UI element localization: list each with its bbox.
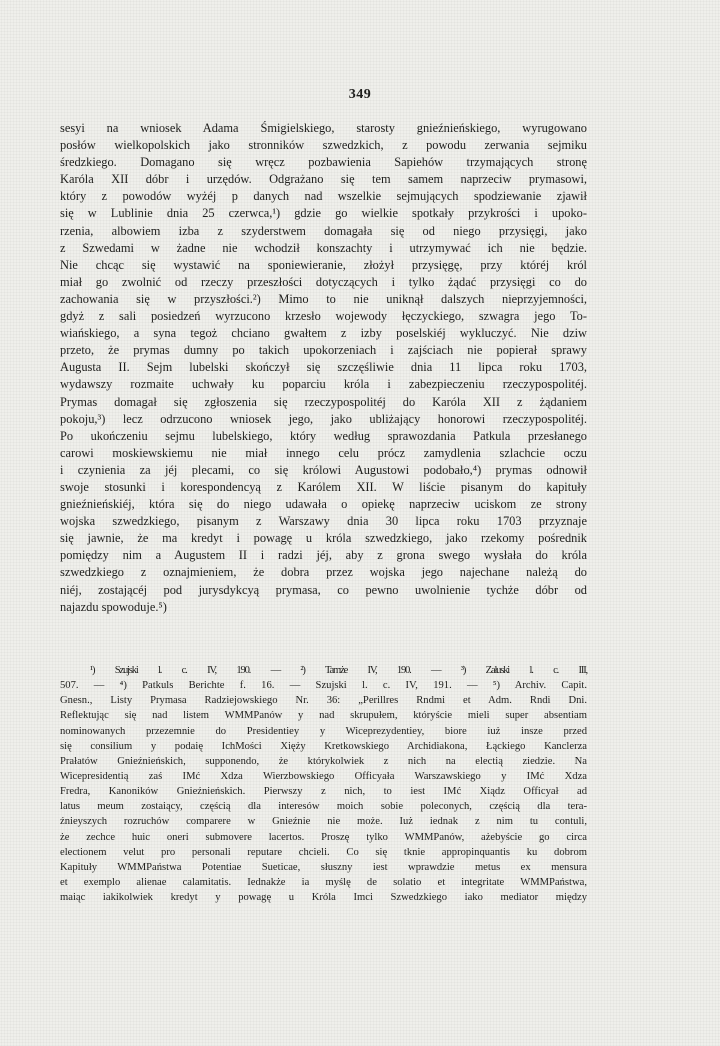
text-line: szwedzkiego z oznajmieniem, że dobra przez wojska jego najechane należą do [60, 565, 587, 580]
text-line: pokoju,³) lecz odrzucono wniosek jego, jako ubliżający honorowi rzeczypospolitéj. [60, 411, 587, 426]
text-line: carowi moskiewskiemu nie miał innego celu prócz zamydlenia szlachcie oczu [60, 445, 587, 460]
text-line: się jawnie, że ma kredyt i powagę u króla szwedzkiego, jako rzekomy pośrednik [60, 531, 587, 546]
footnote-line: electionem velut pro personali reputare chcieli. Co się tknie appropinquantis ku dobrom [60, 846, 587, 858]
text-line: Po ukończeniu sejmu lubelskiego, który według sprawozdania Patkula przesłanego [60, 428, 587, 443]
text-line: Nie chcąc się wystawić na sponiewieranie, złożył przysięgę, przy któréj król [60, 257, 587, 272]
text-line: gdyż z sali posiedzeń wyrzucono krzesło wojewody łęczyckiego, szwagra jego To- [60, 309, 587, 324]
text-line: swoje stosunki i korespondencyą z Karólem XII. W liście pisanym do kapituły [60, 479, 587, 494]
footnote-line: że zechce huic oneri submovere lacertos. Proszę tylko WMMPanów, ażebyście go circa [60, 831, 587, 843]
text-line: gnieźnieńskiéj, która się do niego udawała o opiekę naprzeciw uciskom ze strony [60, 497, 587, 512]
footnote-line: nominowanych przezemnie do Presidentiey y Wiceprezydentiey, biore iuż insze przed [60, 725, 587, 737]
text-line: zachowania się w przyszłości.²) Mimo to nie uniknął dalszych nieprzyjemności, [60, 291, 587, 306]
footnote-line: maiąc iakikolwiek kredyt y powagę u Króla Imci Szwedzkiego iako mediator między [60, 892, 587, 904]
footnote-line: Kapituły WMMPaństwa Potentiae Sueticae, słuszny iest wprawdzie metus ex mensura [60, 861, 587, 873]
text-line: Prymas domagał się zgłoszenia się rzeczypospolitéj do Karóla XII z żądaniem [60, 394, 587, 409]
footnote-line: źnieyszych rozruchów comparere w Gnieźnie nie może. Iuż iednak z nim tu contuli, [60, 816, 587, 828]
footnote-line: ¹) Szujski l. c. IV, 190. — ²) Tamże IV, 190. — ³) Załuski l. c. III, [90, 665, 587, 676]
footnote-line: Wicepresidentią zaś IMć Xdza Wierzbowskiego Officyała Warszawskiego y IMć Xdza [60, 770, 587, 782]
text-line: średzkiego. Domagano się wręcz pozbawienia Sapiehów trzymających stronę [60, 155, 587, 170]
text-line: rzenia, albowiem izba z szyderstwem domagała się od niego przysięgi, jako [60, 223, 587, 238]
footnote-line: latus meum zostaiący, częścią dla interesów moich sobie poleconych, częścią dla tera- [60, 801, 587, 813]
text-line: wydawszy rozmaite uchwały ku poparciu króla i zabezpieczeniu rzeczypospolitéj. [60, 377, 587, 392]
text-line: Karóla XII dóbr i urzędów. Odgrażano się tem samem naprzeciw prymasowi, [60, 172, 587, 187]
text-line: miał go zwolnić od rzeczy przeszłości dotyczących i tylko żądać przysięgi co do [60, 274, 587, 289]
text-line: z Szwedami w żadne nie wchodził konszachty i utrzymywać ich nie będzie. [60, 240, 587, 255]
main-text [60, 120, 587, 616]
text-line: przeto, że prymas dumny po takich upokorzeniach i zajściach nie popierał sprawy [60, 343, 587, 358]
text-line: sesyi na wniosek Adama Śmigielskiego, starosty gnieźnieńskiego, wyrugowano [60, 121, 587, 135]
text-line: pomiędzy nim a Augustem II i radzi jéj, aby z grona swego wysłała do króla [60, 548, 587, 563]
text-line: i czynienia za jéj plecami, co się królowi Augustowi podobało,⁴) prymas odnowił [60, 462, 587, 477]
text-line: najazdu spowoduje.⁵) [60, 599, 167, 614]
text-line: posłów wielkopolskich jako stronników szwedzkich, z powodu zerwania sejmiku [60, 138, 587, 153]
text-line: niéj, zostającéj pod jurysdykcyą prymasa, co pewno uwolnienie tychże dóbr od [60, 582, 587, 597]
footnote-line: Reflektując się nad listem WMMPanów y nad skrupułem, któryście mieli super absentiam [60, 710, 587, 722]
page-number: 349 [348, 87, 372, 102]
footnote-line: Gnesn., Listy Prymasa Radziejowskiego Nr. 36: „Perillres Rndmi et Adm. Rndi Dni. [60, 695, 587, 707]
footnote-line: Prałatów Gnieźnieńskich, supponendo, że którykolwiek z nich na electią ziedzie. Na [60, 755, 587, 767]
text-line: wojska szwedzkiego, pisanym z Warszawy dnia 30 lipca roku 1703 przyznaje [60, 514, 587, 529]
text-line: który z powodów wyżéj p danych nad wszelkie sejmujących spodziewanie zjawił [60, 189, 587, 204]
footnote-line: Fredra, Kanoników Gnieźnieńskich. Pierwszy z nich, to iest IMć Xiądz Officyał ad [60, 786, 587, 798]
text-line: Augusta II. Sejm lubelski skończył się szczęśliwie dnia 11 lipca roku 1703, [60, 360, 587, 375]
footnote-line: 507. — ⁴) Patkuls Berichte f. 16. — Szujski l. c. IV, 191. — ⁵) Archiv. Capit. [60, 680, 587, 692]
footnote-line: et exemplo alienae calamitatis. Iednakże ia myślę de solatio et integritate WMMPaństwa, [60, 876, 587, 888]
footnotes [60, 663, 587, 905]
text-line: się w Lublinie dnia 25 czerwca,¹) gdzie go wielkie spotkały przykrości i upoko- [60, 206, 587, 221]
text-line: wiańskiego, a syna tegoż chciano gwałtem z izby poselskiéj wykluczyć. Nie dziw [60, 326, 587, 341]
footnote-line: się consilium y podaię IchMości Xięży Kretkowskiego Archidiakona, Łąckiego Kanclerza [60, 740, 587, 752]
